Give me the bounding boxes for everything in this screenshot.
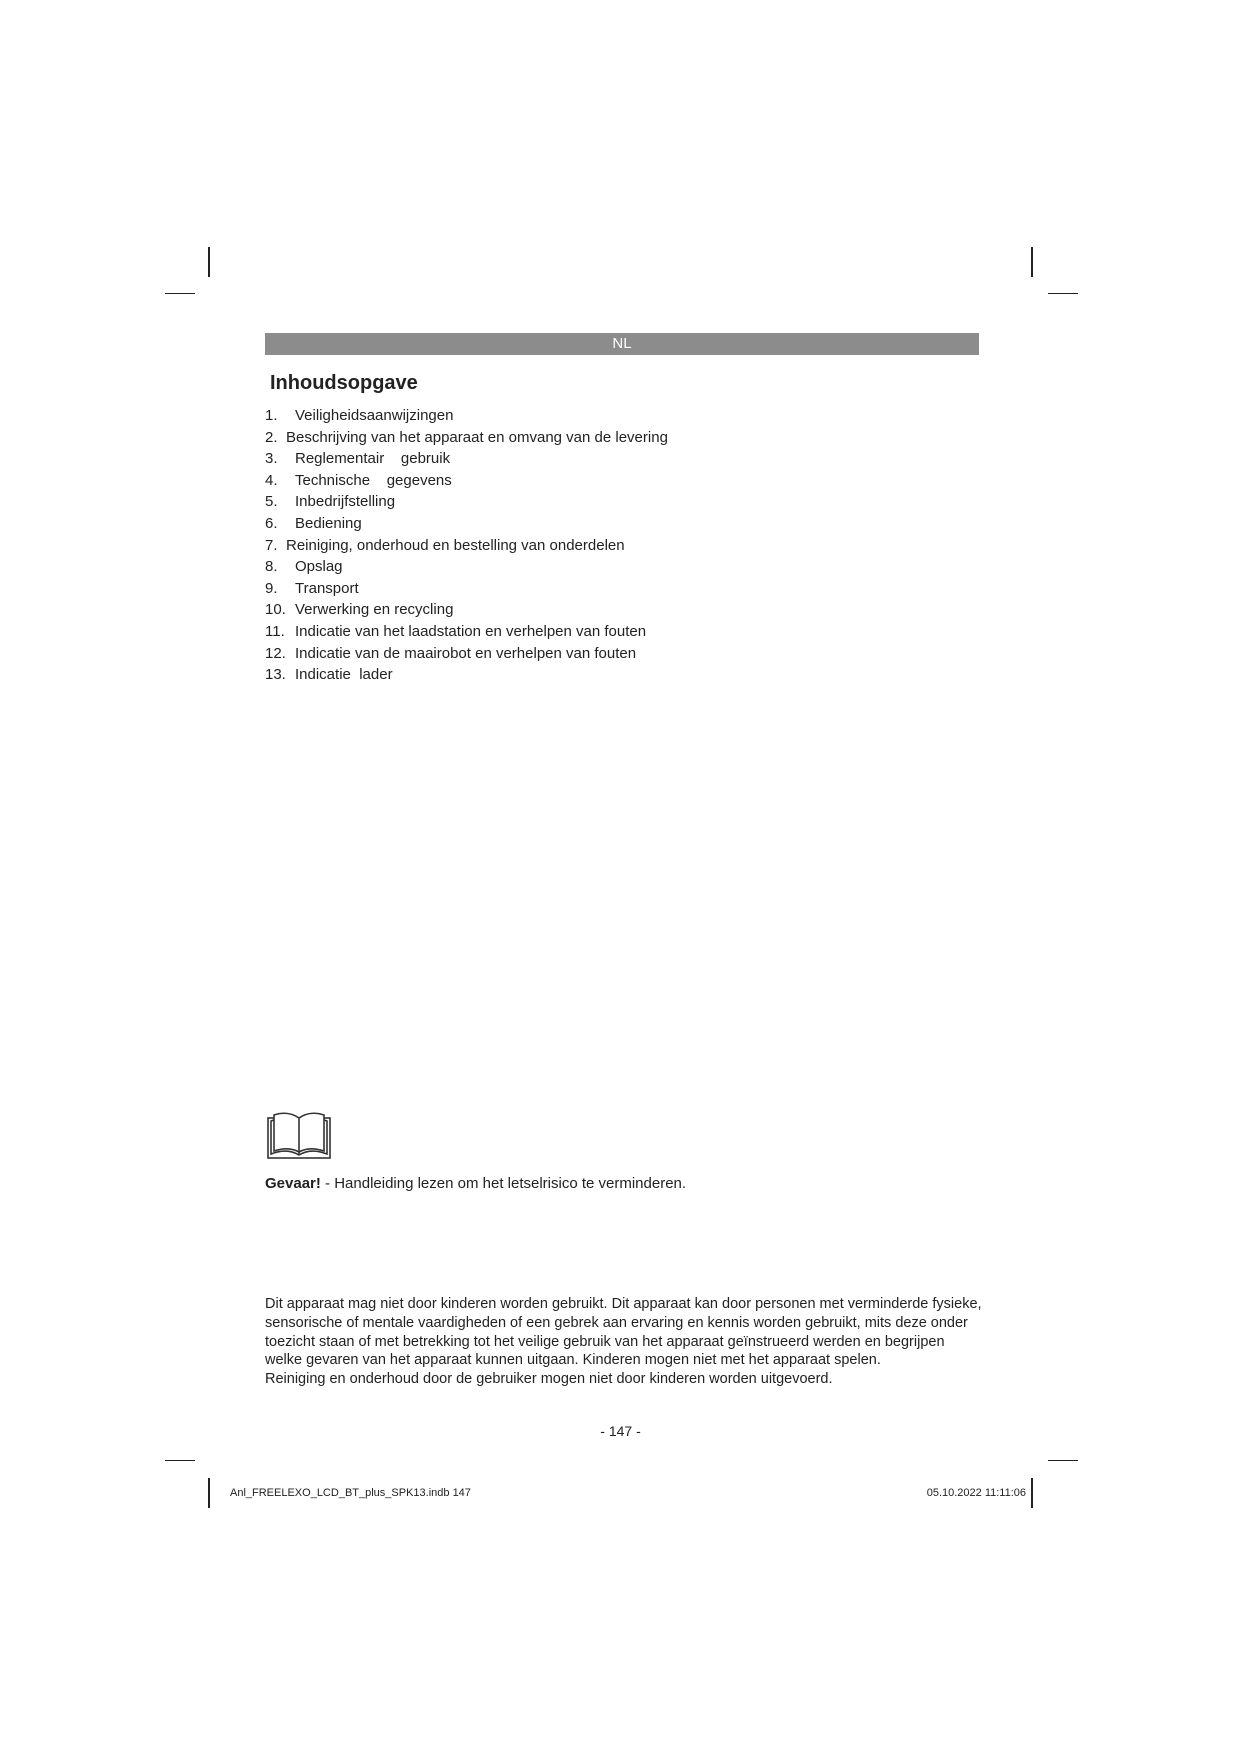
- toc-item-label: Reiniging, onderhoud en bestelling van onderdelen: [286, 536, 625, 554]
- toc-item-label: Indicatie van de maairobot en verhelpen van fouten: [295, 644, 637, 662]
- print-footer-file: Anl_FREELEXO_LCD_BT_plus_SPK13.indb 147: [230, 1487, 471, 1499]
- crop-mark-bottom-right-horizontal: [1048, 1460, 1078, 1461]
- toc-item-number: 7.: [265, 536, 278, 554]
- toc-item-label: Inbedrijfstelling: [295, 493, 396, 511]
- toc-title: Inhoudsopgave: [270, 372, 418, 394]
- toc-item: [265, 513, 668, 535]
- toc-item-label: Technische gegevens: [295, 471, 452, 489]
- toc-item-number: 5.: [265, 493, 278, 511]
- toc-list: [265, 405, 668, 686]
- toc-item-number: 12.: [265, 644, 286, 662]
- toc-item: [265, 491, 668, 513]
- toc-item-number: 11.: [265, 622, 285, 640]
- safety-paragraph-text: Dit apparaat mag niet door kinderen worden gebruikt. Dit apparaat kan door personen met verminderde fysieke, sensorische of mentale vaardigheden of een gebrek aan ervaring en kennis worden gebruikt, mits deze onder toezicht staan of met betrekking tot het veilige gebruik van het apparaat geïnstrueerd werden en begrijpen welke gevaren van het apparaat kunnen uitgaan. Kinderen mogen niet met het apparaat spelen.: [265, 1296, 982, 1369]
- toc-item-number: 9.: [265, 579, 278, 597]
- crop-mark-bottom-left-horizontal: [165, 1460, 195, 1461]
- toc-item: [265, 556, 668, 578]
- toc-item-label: Bediening: [295, 514, 362, 532]
- toc-item-label: Veiligheidsaanwijzingen: [295, 407, 454, 424]
- toc-item: [265, 664, 668, 686]
- toc-item-number: 6.: [265, 514, 278, 532]
- warning-note: [265, 1175, 686, 1192]
- toc-item: [265, 448, 668, 470]
- toc-item-number: 4.: [265, 471, 278, 489]
- toc-item-number: 2.: [265, 428, 278, 446]
- book-icon: [267, 1112, 331, 1160]
- toc-item-number: 10.: [265, 601, 286, 619]
- print-footer-timestamp: 05.10.2022 11:11:06: [926, 1487, 1026, 1499]
- safety-paragraph-line2: Reiniging en onderhoud door de gebruiker mogen niet door kinderen worden uitgevoerd.: [265, 1371, 833, 1388]
- toc-item: [265, 535, 668, 557]
- crop-mark-top-right-vertical: [1031, 247, 1033, 277]
- safety-paragraph: [265, 1295, 985, 1389]
- warning-label: Gevaar!: [265, 1175, 321, 1192]
- toc-item-label: Transport: [295, 579, 359, 597]
- warning-text: - Handleiding lezen om het letselrisico te verminderen.: [320, 1175, 687, 1192]
- crop-mark-top-left-horizontal: [165, 293, 195, 294]
- language-tag: NL: [612, 335, 632, 352]
- toc-item-label: Verwerking en recycling: [295, 601, 454, 619]
- toc-item-number: 13.: [265, 666, 286, 684]
- toc-item-number: 8.: [265, 558, 278, 576]
- toc-item-number: 1.: [265, 407, 278, 424]
- toc-item: [265, 643, 668, 665]
- toc-item: [265, 470, 668, 492]
- crop-mark-top-left-vertical: [208, 247, 210, 277]
- toc-item: [265, 599, 668, 621]
- toc-item-label: Beschrijving van het apparaat en omvang van de levering: [286, 428, 668, 446]
- toc-item: [265, 578, 668, 600]
- toc-item: [265, 621, 668, 643]
- toc-item: [265, 427, 668, 449]
- crop-mark-bottom-right-vertical: [1031, 1478, 1033, 1508]
- language-header-bar: [265, 333, 979, 355]
- toc-item-label: Opslag: [295, 558, 343, 576]
- toc-item-label: Reglementair gebruik: [295, 450, 451, 468]
- crop-mark-top-right-horizontal: [1048, 293, 1078, 294]
- toc-item: [265, 405, 668, 427]
- toc-item-label: Indicatie lader: [295, 666, 393, 684]
- page-number: - 147 -: [600, 1423, 641, 1439]
- crop-mark-bottom-left-vertical: [208, 1478, 210, 1508]
- toc-item-number: 3.: [265, 450, 278, 468]
- toc-item-label: Indicatie van het laadstation en verhelpen van fouten: [295, 622, 647, 640]
